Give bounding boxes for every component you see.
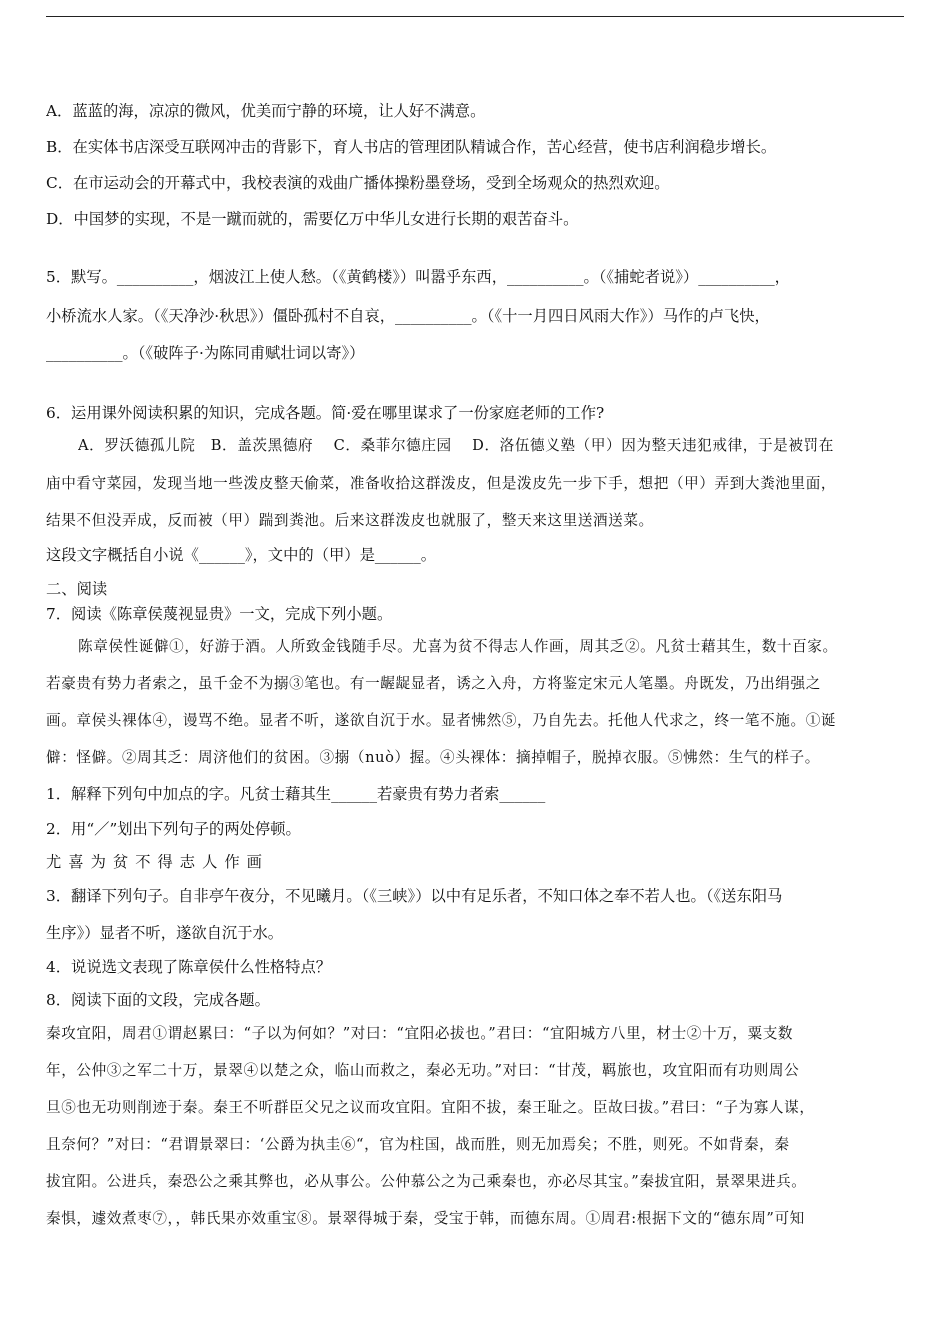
question-6-passage-2: 结果不但没弄成，反而被（甲）踹到粪池。后来这群泼皮也就服了，整天来这里送酒送菜。 [46,512,654,529]
question-7-stem: 7．阅读《陈章侯蔑视显贵》一文，完成下列小题。 [46,605,393,623]
question-5-line-2: 小桥流水人家。（《天净沙·秋思》）僵卧孤村不自哀，__________。（《十一月四日风雨大作》）马作的卢飞快， [46,307,770,325]
question-6-blank: 这段文字概括自小说《______》，文中的（甲）是______。 [46,546,437,564]
question-5-line-3: __________。（《破阵子·为陈同甫赋壮词以寄》） [46,344,365,362]
sub-question-3-line-2: 生序》）显者不听，遂欲自沉于水。 [46,924,284,942]
passage-7-line-1: 陈章侯性诞僻①，好游于酒。人所致金钱随手尽。尤喜为贫不得志人作画，周其乏②。凡贫士藉其生，数十百家。 [78,638,838,655]
option-a: A．蓝蓝的海，凉凉的微风，优美而宁静的环境，让人好不满意。 [46,102,486,120]
passage-8-line-5: 拔宜阳。公进兵，秦恐公之乘其弊也，必从事公。公仲慕公之为己乘秦也，亦必尽其宝。”秦拔宜阳，景翠果进兵。 [46,1173,807,1190]
option-c: C．在市运动会的开幕式中，我校表演的戏曲广播体操粉墨登场，受到全场观众的热烈欢迎。 [46,174,670,192]
question-6-stem: 6．运用课外阅读积累的知识，完成各题。简·爱在哪里谋求了一份家庭老师的工作? [46,404,605,422]
passage-8-line-1: 秦攻宜阳，周君①谓赵累曰：“子以为何如？”对曰：“宜阳必拔也。”君曰：“宜阳城方八里，材士②十万，粟支数 [46,1025,794,1042]
option-d: D．中国梦的实现，不是一蹴而就的，需要亿万中华儿女进行长期的艰苦奋斗。 [46,210,579,228]
question-5-line-1: 5．默写。__________，烟波江上使人愁。（《黄鹤楼》）叫嚣乎东西，__________。（《捕蛇者说》）__________， [46,268,790,286]
passage-7-notes: 僻：怪僻。②周其乏：周济他们的贫困。③搦（nuò）握。④头裸体：摘掉帽子，脱掉衣服。⑤怫然：生气的样子。 [46,749,820,766]
passage-7-line-2: 若豪贵有势力者索之，虽千金不为搦③笔也。有一龌龊显者，诱之入舟，方将鉴定宋元人笔墨。舟既发，乃出绢强之 [46,675,821,692]
passage-8-line-6: 秦惧，遽效煮枣⑦，，韩氏果亦效重宝⑧。景翠得城于秦，受宝于韩，而德东周。①周君:根据下文的“德东周”可知 [46,1210,805,1227]
question-8-stem: 8．阅读下面的文段，完成各题。 [46,991,270,1009]
sub-question-3-line-1: 3．翻译下列句子。自非亭午夜分，不见曦月。（《三峡》）以中有足乐者，不知口体之奉不若人也。（《送东阳马 [46,887,783,905]
sub-question-2-sentence: 尤喜为贫不得志人作画 [46,853,269,871]
header-rule [46,16,904,17]
passage-8-line-2: 年，公仲③之军二十万，景翠④以楚之众，临山而救之，秦必无功。”对曰：“甘茂，羁旅也，攻宜阳而有功则周公 [46,1062,800,1079]
passage-7-line-3: 画。章侯头裸体④，谩骂不绝。显者不听，遂欲自沉于水。显者怫然⑤，乃自先去。托他人代求之，终一笔不施。①诞 [46,712,837,729]
sub-question-2: 2．用“／”划出下列句子的两处停顿。 [46,820,301,838]
question-6-options: A．罗沃德孤儿院 B．盖茨黑德府 C．桑菲尔德庄园 D．洛伍德义塾（甲）因为整天违犯戒律，于是被罚在 [78,437,834,454]
sub-question-1: 1．解释下列句中加点的字。凡贫士藉其生______若豪贵有势力者索______ [46,785,546,803]
sub-question-4: 4．说说选文表现了陈章侯什么性格特点？ [46,958,332,976]
passage-8-line-4: 且奈何？”对曰：“君谓景翠曰：‘公爵为执圭⑥“，官为柱国，战而胜，则无加焉矣；不胜，则死。不如背秦，秦 [46,1136,790,1153]
option-b: B．在实体书店深受互联网冲击的背影下，育人书店的管理团队精诚合作，苦心经营，使书店利润稳步增长。 [46,138,777,156]
question-6-passage-1: 庙中看守菜园，发现当地一些泼皮整天偷菜，准备收拾这群泼皮，但是泼皮先一步下手，想把（甲）弄到大粪池里面， [46,475,837,492]
passage-8-line-3: 旦⑤也无功则削迹于秦。秦王不听群臣父兄之议而攻宜阳。宜阳不拔，秦王耻之。臣故曰拔。”君曰：“子为寡人谋， [46,1099,815,1116]
section-heading-reading: 二、阅读 [46,580,108,598]
